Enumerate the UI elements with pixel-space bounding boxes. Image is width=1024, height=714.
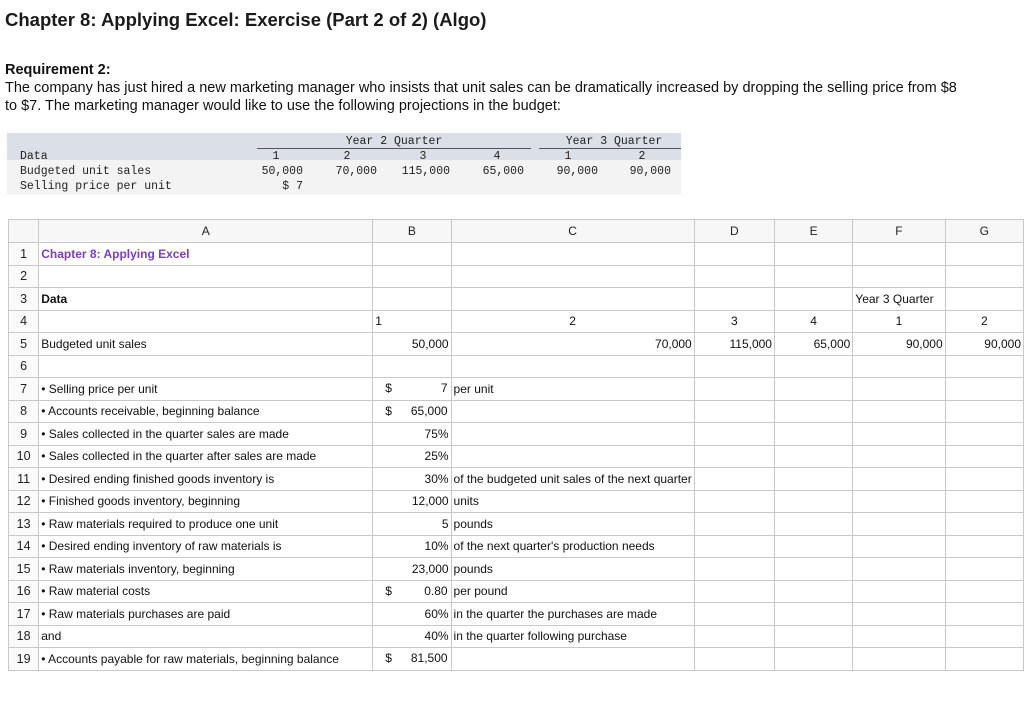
sheet-row-16 xyxy=(9,580,1024,603)
cell-g19[interactable] xyxy=(945,648,1023,671)
projection-sales-value: 65,000 xyxy=(482,165,524,178)
cell-e13[interactable] xyxy=(774,513,852,536)
cell-c10[interactable] xyxy=(451,445,694,468)
projection-sales-value: 50,000 xyxy=(261,165,303,178)
row-number[interactable]: 5 xyxy=(9,333,39,356)
cell-d11[interactable] xyxy=(694,468,774,491)
cell-e1[interactable] xyxy=(774,243,852,266)
row-number[interactable]: 4 xyxy=(9,310,39,333)
cell-f19[interactable] xyxy=(853,648,945,671)
cell-b14[interactable]: 10% xyxy=(373,535,451,558)
projection-price-label: Selling price per unit xyxy=(20,180,172,193)
cell-g7[interactable] xyxy=(945,378,1023,401)
cell-value: 81,500 xyxy=(410,651,448,665)
cell-c8[interactable] xyxy=(451,400,694,423)
sheet-row-13 xyxy=(9,513,1024,536)
cell-g18[interactable] xyxy=(945,625,1023,648)
projection-price-value: $ 7 xyxy=(282,180,303,193)
cell-d2[interactable] xyxy=(694,265,774,288)
column-header-b[interactable]: B xyxy=(373,220,451,243)
row-number[interactable]: 19 xyxy=(9,648,39,671)
cell-d1[interactable] xyxy=(694,243,774,266)
row-number[interactable]: 10 xyxy=(9,445,39,468)
currency-symbol: $ xyxy=(385,583,392,598)
projection-sales-value: 70,000 xyxy=(335,165,377,178)
cell-c4[interactable]: 2 xyxy=(451,310,694,333)
cell-value: 7 xyxy=(440,381,448,395)
cell-e2[interactable] xyxy=(774,265,852,288)
row-number[interactable]: 11 xyxy=(9,468,39,491)
cell-c18[interactable]: in the quarter following purchase xyxy=(451,625,694,648)
cell-e18[interactable] xyxy=(774,625,852,648)
cell-d4[interactable]: 3 xyxy=(694,310,774,333)
cell-e10[interactable] xyxy=(774,445,852,468)
row-number[interactable]: 3 xyxy=(9,288,39,311)
cell-c12[interactable]: units xyxy=(451,490,694,513)
cell-c14[interactable]: of the next quarter's production needs xyxy=(451,535,694,558)
projection-data-label: Data xyxy=(20,150,48,163)
cell-a5[interactable]: Budgeted unit sales xyxy=(39,333,373,356)
cell-f14[interactable] xyxy=(853,535,945,558)
cell-f12[interactable] xyxy=(853,490,945,513)
cell-d17[interactable] xyxy=(694,603,774,626)
cell-c16[interactable]: per pound xyxy=(451,580,694,603)
cell-a10[interactable]: • Sales collected in the quarter after sales are made xyxy=(39,445,373,468)
cell-d3[interactable] xyxy=(694,288,774,311)
cell-b19[interactable] xyxy=(373,648,451,671)
row-number[interactable]: 15 xyxy=(9,558,39,581)
projection-quarter: 1 xyxy=(272,150,280,163)
year3-underline xyxy=(539,148,681,149)
cell-b12[interactable]: 12,000 xyxy=(373,490,451,513)
cell-d6[interactable] xyxy=(694,355,774,378)
cell-a1[interactable]: Chapter 8: Applying Excel xyxy=(39,243,373,266)
sheet-row-14 xyxy=(9,535,1024,558)
cell-a17[interactable]: • Raw materials purchases are paid xyxy=(39,603,373,626)
cell-b11[interactable]: 30% xyxy=(373,468,451,491)
projection-quarter: 4 xyxy=(493,150,501,163)
cell-b3[interactable] xyxy=(373,288,451,311)
column-header-row xyxy=(9,220,1024,243)
projection-quarter: 1 xyxy=(564,150,572,163)
cell-c17[interactable]: in the quarter the purchases are made xyxy=(451,603,694,626)
cell-b16[interactable] xyxy=(373,580,451,603)
row-number[interactable]: 12 xyxy=(9,490,39,513)
spreadsheet xyxy=(8,219,1024,671)
sheet-row-9 xyxy=(9,423,1024,446)
cell-d10[interactable] xyxy=(694,445,774,468)
projection-sales-value: 90,000 xyxy=(629,165,671,178)
column-header-f[interactable]: F xyxy=(853,220,945,243)
sheet-row-18 xyxy=(9,625,1024,648)
cell-a12[interactable]: • Finished goods inventory, beginning xyxy=(39,490,373,513)
cell-f4[interactable]: 1 xyxy=(853,310,945,333)
column-header-c[interactable]: C xyxy=(451,220,694,243)
cell-g14[interactable] xyxy=(945,535,1023,558)
cell-e7[interactable] xyxy=(774,378,852,401)
cell-b8[interactable] xyxy=(373,400,451,423)
column-header-g[interactable]: G xyxy=(945,220,1023,243)
cell-f11[interactable] xyxy=(853,468,945,491)
cell-c19[interactable] xyxy=(451,648,694,671)
cell-a11[interactable]: • Desired ending finished goods inventory is xyxy=(39,468,373,491)
cell-d15[interactable] xyxy=(694,558,774,581)
cell-c13[interactable]: pounds xyxy=(451,513,694,536)
cell-g1[interactable] xyxy=(945,243,1023,266)
cell-e19[interactable] xyxy=(774,648,852,671)
cell-b2[interactable] xyxy=(373,265,451,288)
row-number[interactable]: 18 xyxy=(9,625,39,648)
cell-d7[interactable] xyxy=(694,378,774,401)
cell-a7[interactable]: • Selling price per unit xyxy=(39,378,373,401)
row-number[interactable]: 7 xyxy=(9,378,39,401)
row-number[interactable]: 1 xyxy=(9,243,39,266)
cell-b10[interactable]: 25% xyxy=(373,445,451,468)
cell-g11[interactable] xyxy=(945,468,1023,491)
sheet-row-11 xyxy=(9,468,1024,491)
cell-a19[interactable]: • Accounts payable for raw materials, beginning balance xyxy=(39,648,373,671)
cell-c1[interactable] xyxy=(451,243,694,266)
cell-f16[interactable] xyxy=(853,580,945,603)
cell-g12[interactable] xyxy=(945,490,1023,513)
currency-symbol: $ xyxy=(385,651,392,665)
cell-c5[interactable]: 70,000 xyxy=(451,333,694,356)
cell-e15[interactable] xyxy=(774,558,852,581)
cell-f3[interactable]: Year 3 Quarter xyxy=(853,288,945,311)
sheet-row-5 xyxy=(9,333,1024,356)
cell-b7[interactable] xyxy=(373,378,451,401)
cell-e14[interactable] xyxy=(774,535,852,558)
cell-e3[interactable] xyxy=(774,288,852,311)
cell-e8[interactable] xyxy=(774,400,852,423)
cell-c9[interactable] xyxy=(451,423,694,446)
spreadsheet-grid xyxy=(8,219,1024,671)
sheet-row-6 xyxy=(9,355,1024,378)
requirement-text: The company has just hired a new marketing manager who insists that unit sales can be dramatically increased by dropping the selling price from $8 to $7. The marketing manager would like to use the following projections in the budget: xyxy=(5,80,957,114)
cell-g3[interactable] xyxy=(945,288,1023,311)
row-number[interactable]: 8 xyxy=(9,400,39,423)
cell-e12[interactable] xyxy=(774,490,852,513)
cell-e16[interactable] xyxy=(774,580,852,603)
projection-sales-value: 115,000 xyxy=(401,165,450,178)
row-number[interactable]: 2 xyxy=(9,265,39,288)
projection-quarter: 2 xyxy=(343,150,351,163)
projection-quarter: 2 xyxy=(638,150,646,163)
currency-symbol: $ xyxy=(385,381,392,395)
column-header-a[interactable]: A xyxy=(39,220,373,243)
cell-f1[interactable] xyxy=(853,243,945,266)
cell-a9[interactable]: • Sales collected in the quarter sales are made xyxy=(39,423,373,446)
cell-value: 65,000 xyxy=(410,403,448,418)
row-number[interactable]: 9 xyxy=(9,423,39,446)
cell-d19[interactable] xyxy=(694,648,774,671)
row-number[interactable]: 13 xyxy=(9,513,39,536)
currency-symbol: $ xyxy=(385,403,392,418)
cell-f17[interactable] xyxy=(853,603,945,626)
cell-d12[interactable] xyxy=(694,490,774,513)
cell-g8[interactable] xyxy=(945,400,1023,423)
sheet-row-19 xyxy=(9,648,1024,671)
cell-g5[interactable]: 90,000 xyxy=(945,333,1023,356)
cell-g6[interactable] xyxy=(945,355,1023,378)
cell-a13[interactable]: • Raw materials required to produce one unit xyxy=(39,513,373,536)
cell-d9[interactable] xyxy=(694,423,774,446)
cell-b5[interactable]: 50,000 xyxy=(373,333,451,356)
sheet-row-15 xyxy=(9,558,1024,581)
cell-b9[interactable]: 75% xyxy=(373,423,451,446)
year2-quarter-label: Year 2 Quarter xyxy=(345,135,443,148)
column-header-e[interactable]: E xyxy=(774,220,852,243)
cell-f6[interactable] xyxy=(853,355,945,378)
cell-g13[interactable] xyxy=(945,513,1023,536)
cell-f5[interactable]: 90,000 xyxy=(853,333,945,356)
cell-e5[interactable]: 65,000 xyxy=(774,333,852,356)
cell-e17[interactable] xyxy=(774,603,852,626)
cell-d16[interactable] xyxy=(694,580,774,603)
cell-b6[interactable] xyxy=(373,355,451,378)
year3-quarter-label: Year 3 Quarter xyxy=(565,135,663,148)
page-title: Chapter 8: Applying Excel: Exercise (Part 2 of 2) (Algo) xyxy=(5,9,487,30)
year2-underline xyxy=(257,148,531,149)
cell-b18[interactable]: 40% xyxy=(373,625,451,648)
cell-b4[interactable]: 1 xyxy=(373,310,451,333)
cell-g15[interactable] xyxy=(945,558,1023,581)
sheet-row-2 xyxy=(9,265,1024,288)
cell-d14[interactable] xyxy=(694,535,774,558)
cell-c11[interactable]: of the budgeted unit sales of the next quarter xyxy=(451,468,694,491)
sheet-row-7 xyxy=(9,378,1024,401)
cell-g9[interactable] xyxy=(945,423,1023,446)
cell-f10[interactable] xyxy=(853,445,945,468)
cell-e4[interactable]: 4 xyxy=(774,310,852,333)
cell-g2[interactable] xyxy=(945,265,1023,288)
row-number[interactable]: 6 xyxy=(9,355,39,378)
sheet-row-12 xyxy=(9,490,1024,513)
projection-quarter: 3 xyxy=(419,150,427,163)
row-number[interactable]: 17 xyxy=(9,603,39,626)
cell-a14[interactable]: • Desired ending inventory of raw materials is xyxy=(39,535,373,558)
cell-f15[interactable] xyxy=(853,558,945,581)
cell-f18[interactable] xyxy=(853,625,945,648)
cell-a6[interactable] xyxy=(39,355,373,378)
sheet-row-8 xyxy=(9,400,1024,423)
cell-d8[interactable] xyxy=(694,400,774,423)
cell-f13[interactable] xyxy=(853,513,945,536)
cell-a16[interactable]: • Raw material costs xyxy=(39,580,373,603)
cell-f2[interactable] xyxy=(853,265,945,288)
cell-a15[interactable]: • Raw materials inventory, beginning xyxy=(39,558,373,581)
cell-c2[interactable] xyxy=(451,265,694,288)
cell-c7[interactable]: per unit xyxy=(451,378,694,401)
projection-sales-value: 90,000 xyxy=(556,165,598,178)
cell-a18[interactable]: and xyxy=(39,625,373,648)
sheet-row-4 xyxy=(9,310,1024,333)
sheet-row-1 xyxy=(9,243,1024,266)
cell-d5[interactable]: 115,000 xyxy=(694,333,774,356)
cell-b13[interactable]: 5 xyxy=(373,513,451,536)
cell-a2[interactable] xyxy=(39,265,373,288)
projection-table xyxy=(7,133,681,195)
cell-g17[interactable] xyxy=(945,603,1023,626)
cell-e9[interactable] xyxy=(774,423,852,446)
cell-f8[interactable] xyxy=(853,400,945,423)
cell-f7[interactable] xyxy=(853,378,945,401)
cell-d13[interactable] xyxy=(694,513,774,536)
cell-c15[interactable]: pounds xyxy=(451,558,694,581)
cell-a3[interactable]: Data xyxy=(39,288,373,311)
row-number[interactable]: 16 xyxy=(9,580,39,603)
cell-g16[interactable] xyxy=(945,580,1023,603)
cell-c3[interactable] xyxy=(451,288,694,311)
cell-g10[interactable] xyxy=(945,445,1023,468)
cell-b17[interactable]: 60% xyxy=(373,603,451,626)
cell-d18[interactable] xyxy=(694,625,774,648)
sheet-row-10 xyxy=(9,445,1024,468)
cell-f9[interactable] xyxy=(853,423,945,446)
cell-b1[interactable] xyxy=(373,243,451,266)
sheet-row-3 xyxy=(9,288,1024,311)
cell-c6[interactable] xyxy=(451,355,694,378)
cell-e11[interactable] xyxy=(774,468,852,491)
column-header-d[interactable]: D xyxy=(694,220,774,243)
cell-a4[interactable] xyxy=(39,310,373,333)
cell-g4[interactable]: 2 xyxy=(945,310,1023,333)
row-number[interactable]: 14 xyxy=(9,535,39,558)
cell-b15[interactable]: 23,000 xyxy=(373,558,451,581)
cell-a8[interactable]: • Accounts receivable, beginning balance xyxy=(39,400,373,423)
projection-sales-label: Budgeted unit sales xyxy=(20,165,152,178)
requirement-label: Requirement 2: xyxy=(5,62,111,78)
cell-value: 0.80 xyxy=(424,583,448,598)
cell-e6[interactable] xyxy=(774,355,852,378)
select-all-corner[interactable] xyxy=(9,220,39,243)
sheet-row-17 xyxy=(9,603,1024,626)
